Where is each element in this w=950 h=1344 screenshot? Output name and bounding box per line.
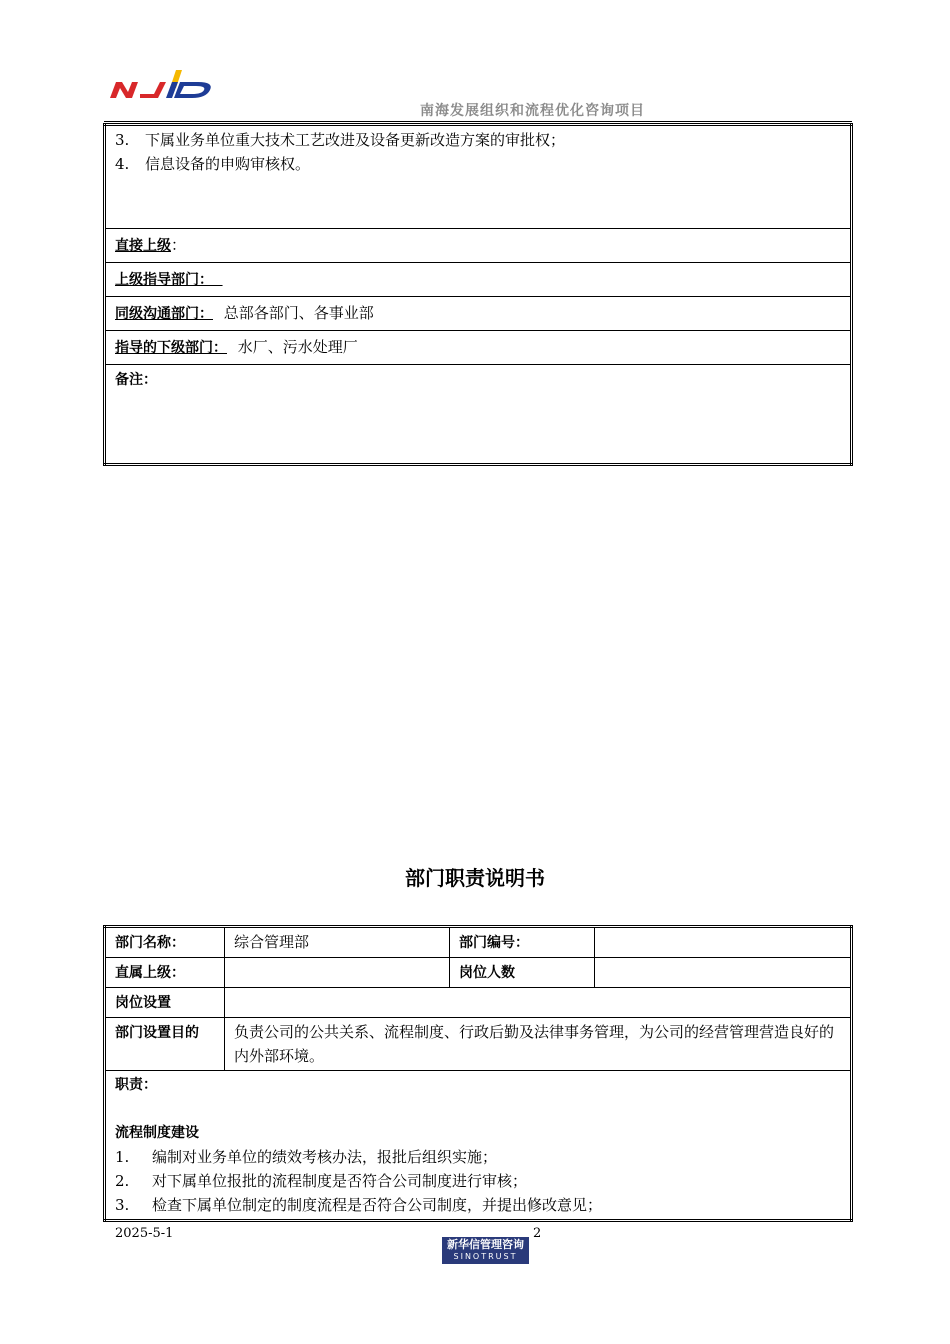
duty-row <box>105 1071 852 1221</box>
item-number: 3. <box>115 1196 130 1214</box>
remark-label: 备注： <box>115 372 157 388</box>
dept-name-value: 综合管理部 <box>225 927 450 958</box>
list-item <box>115 1193 841 1217</box>
list-item <box>115 1145 841 1169</box>
sub-dept-label: 指导的下级部门： <box>115 340 227 356</box>
list-item <box>115 128 841 152</box>
item-text: 编制对业务单位的绩效考核办法，报批后组织实施； <box>152 1148 498 1166</box>
peer-dept-row <box>105 297 852 331</box>
duty-section-title: 流程制度建设 <box>115 1125 199 1141</box>
footer-date: 2025-5-1 <box>115 1226 174 1241</box>
position-row <box>105 988 852 1018</box>
item-text: 下属业务单位重大技术工艺改进及设备更新改造方案的审批权； <box>145 131 566 149</box>
guide-dept-row <box>105 263 852 297</box>
list-item <box>115 1169 841 1193</box>
peer-dept-label: 同级沟通部门： <box>115 306 213 322</box>
purpose-value: 负责公司的公共关系、流程制度、行政后勤及法律事务管理，为公司的经营管理营造良好的内外部环境。 <box>225 1018 852 1071</box>
direct-superior-label: 直接上级 <box>115 238 171 254</box>
item-number: 4. <box>115 155 130 173</box>
sub-dept-row <box>105 331 852 365</box>
page-number: 2 <box>533 1226 542 1241</box>
upper-continuation-table <box>103 123 853 466</box>
company-logo <box>110 64 220 108</box>
position-value <box>225 988 852 1018</box>
item-number: 2. <box>115 1172 130 1190</box>
direct-superior-row <box>105 229 852 263</box>
position-label: 岗位设置 <box>115 995 171 1011</box>
document-title: 部门职责说明书 <box>405 866 545 890</box>
superior-row <box>105 958 852 988</box>
purpose-label: 部门设置目的 <box>115 1025 199 1041</box>
item-text: 对下属单位报批的流程制度是否符合公司制度进行审核； <box>152 1172 528 1190</box>
header-rule <box>104 121 852 122</box>
footer-logo <box>442 1237 529 1264</box>
purpose-row <box>105 1018 852 1071</box>
superior-value <box>225 958 450 988</box>
direct-superior-colon: ： <box>171 236 187 254</box>
peer-dept-value: 总部各部门、各事业部 <box>223 304 374 322</box>
duty-label: 职责： <box>115 1077 157 1093</box>
item-text: 信息设备的申购审核权。 <box>145 155 311 173</box>
sub-dept-value: 水厂、污水处理厂 <box>237 338 358 356</box>
remark-row <box>105 365 852 465</box>
item-text: 检查下属单位制定的制度流程是否符合公司制度，并提出修改意见； <box>152 1196 603 1214</box>
item-number: 3. <box>115 131 130 149</box>
dept-no-label: 部门编号： <box>459 935 529 951</box>
dept-name-row <box>105 927 852 958</box>
dept-no-value <box>595 927 852 958</box>
footer-logo-cn: 新华信管理咨询 <box>447 1238 524 1251</box>
list-item <box>115 152 841 176</box>
item-number: 1. <box>115 1148 130 1166</box>
authority-row <box>105 125 852 229</box>
department-form-table <box>103 925 853 1222</box>
headcount-label: 岗位人数 <box>459 965 515 981</box>
authority-cell <box>105 125 852 229</box>
headcount-value <box>595 958 852 988</box>
dept-name-label: 部门名称： <box>115 935 185 951</box>
superior-label: 直属上级： <box>115 965 185 981</box>
project-title: 南海发展组织和流程优化咨询项目 <box>420 103 645 119</box>
footer-logo-en: SINOTRUST <box>453 1252 518 1261</box>
guide-dept-label: 上级指导部门： <box>115 272 213 288</box>
